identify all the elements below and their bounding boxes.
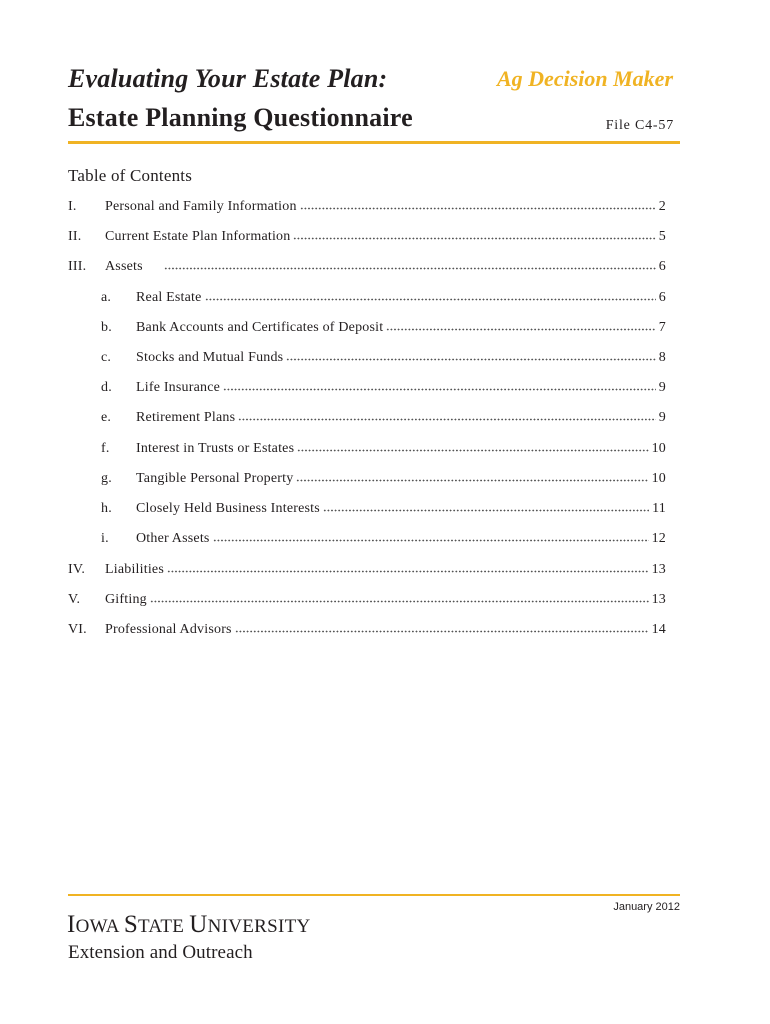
toc-entry-label: Retirement Plans: [136, 410, 236, 425]
toc-entry-page: 14: [651, 622, 666, 637]
toc-entry: [68, 347, 666, 367]
toc-entry-number: IV.: [68, 562, 86, 577]
toc-entry-page: 8: [658, 350, 666, 365]
toc-dot-leader: [223, 379, 656, 393]
toc-dot-leader: [213, 530, 649, 544]
toc-entry-label: Liabilities: [105, 562, 164, 577]
document-title-line1: Evaluating Your Estate Plan:: [68, 64, 388, 93]
toc-dot-leader: [297, 440, 648, 454]
toc-entry-label: Professional Advisors: [105, 622, 232, 637]
toc-entry: [68, 619, 666, 639]
toc-dot-leader: [235, 621, 649, 635]
toc-entry-page: 10: [651, 471, 666, 486]
toc-entry-page: 10: [651, 441, 666, 456]
toc-dot-leader: [238, 409, 656, 423]
toc-entry-label: Bank Accounts and Certificates of Deposit: [136, 320, 384, 335]
toc-entry-page: 9: [658, 380, 666, 395]
toc-entry-label: Tangible Personal Property: [136, 471, 294, 486]
toc-dot-leader: [167, 561, 649, 575]
toc-entry-label: Other Assets: [136, 531, 210, 546]
toc-entry-page: 6: [658, 259, 666, 274]
toc-entry-page: 13: [651, 592, 666, 607]
toc-entry-number: i.: [101, 531, 109, 546]
isu-logo: [67, 910, 311, 964]
toc-dot-leader: [296, 470, 648, 484]
toc-entry: [68, 559, 666, 579]
toc-entry-label: Closely Held Business Interests: [136, 501, 320, 516]
toc-entry-number: g.: [101, 471, 112, 486]
toc-dot-leader: [164, 258, 656, 272]
toc-entry-label: Interest in Trusts or Estates: [136, 441, 295, 456]
toc-entry-page: 7: [658, 320, 666, 335]
toc-entry-number: II.: [68, 229, 82, 244]
toc-entry: [68, 438, 666, 458]
toc-dot-leader: [293, 228, 655, 242]
toc-entry-label: Gifting: [105, 592, 147, 607]
toc-dot-leader: [205, 289, 656, 303]
toc-entry-page: 13: [651, 562, 666, 577]
toc-entry-number: c.: [101, 350, 112, 365]
toc-entry-number: b.: [101, 320, 112, 335]
toc-entry-label: Real Estate: [136, 290, 202, 305]
toc-dot-leader: [323, 500, 649, 514]
toc-heading: Table of Contents: [68, 166, 193, 185]
header-rule: [68, 141, 680, 144]
toc-entry-number: e.: [101, 410, 112, 425]
isu-logo-subline: Extension and Outreach: [68, 942, 253, 963]
toc-entry-number: VI.: [68, 622, 87, 637]
toc-entry: [68, 468, 666, 488]
toc-entry-number: f.: [101, 441, 110, 456]
toc-entry: [68, 256, 666, 276]
toc-entry-number: d.: [101, 380, 112, 395]
toc-entry-number: III.: [68, 259, 87, 274]
toc-entry-label: Assets: [105, 259, 143, 274]
toc-entry-number: I.: [68, 199, 77, 214]
toc-dot-leader: [286, 349, 655, 363]
toc-entry-page: 2: [658, 199, 666, 214]
toc-entry-number: a.: [101, 290, 112, 305]
toc-dot-leader: [300, 198, 656, 212]
file-number: File C4-57: [605, 118, 674, 133]
isu-logo-wordmark: IOWA STATE UNIVERSITY: [67, 911, 311, 938]
toc-entry-label: Life Insurance: [136, 380, 221, 395]
toc-entry: [68, 226, 666, 246]
toc-entry-label: Personal and Family Information: [105, 199, 297, 214]
toc-dot-leader: [386, 319, 655, 333]
footer-rule: [68, 894, 680, 896]
toc-entry: [68, 317, 666, 337]
document-title-line2: Estate Planning Questionnaire: [68, 103, 413, 132]
toc-entry-page: 11: [652, 501, 666, 516]
toc-entry: [68, 196, 666, 216]
toc-entry-page: 12: [651, 531, 666, 546]
series-brand: Ag Decision Maker: [497, 66, 673, 91]
toc-entry: [68, 287, 666, 307]
toc-entry-number: h.: [101, 501, 112, 516]
toc-entry: [68, 589, 666, 609]
toc-entry-page: 9: [658, 410, 666, 425]
toc-entry: [68, 377, 666, 397]
toc-entry: [68, 407, 666, 427]
publication-date: January 2012: [613, 901, 680, 913]
toc-entry: [68, 498, 666, 518]
toc-entry-label: Stocks and Mutual Funds: [136, 350, 284, 365]
toc-entry-number: V.: [68, 592, 81, 607]
toc-entry-page: 6: [658, 290, 666, 305]
toc-entry: [68, 528, 666, 548]
toc-entry-page: 5: [658, 229, 666, 244]
toc-dot-leader: [150, 591, 649, 605]
toc-entry-label: Current Estate Plan Information: [105, 229, 291, 244]
